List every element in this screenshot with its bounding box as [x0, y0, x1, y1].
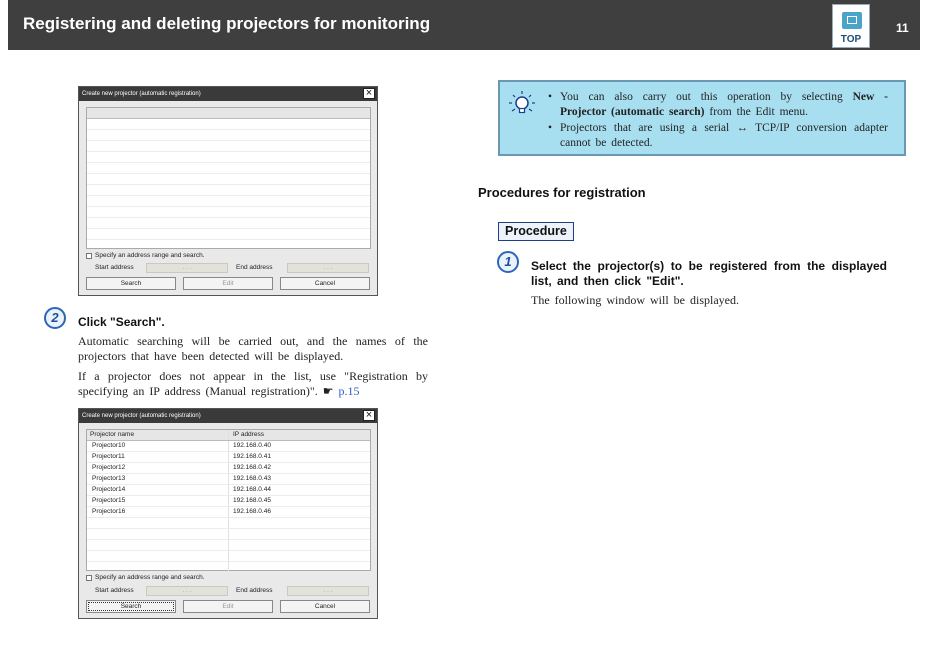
- dialog-title-bar: [79, 409, 377, 423]
- list-row: [87, 152, 370, 163]
- page-header: [8, 0, 920, 50]
- list-row: [87, 540, 370, 551]
- lightbulb-icon: [508, 90, 536, 118]
- list-row: [87, 185, 370, 196]
- checkbox-label: Specify an address range and search.: [95, 252, 205, 259]
- list-row: [87, 119, 370, 130]
- end-address-field[interactable]: . . .: [287, 263, 369, 273]
- projector-name: Projector10: [92, 442, 126, 449]
- column-divider: [228, 474, 229, 484]
- ip-address: 192.168.0.45: [233, 497, 271, 504]
- pointer-icon: ☛: [322, 384, 334, 398]
- address-range-checkbox[interactable]: [86, 575, 92, 581]
- ip-address: 192.168.0.46: [233, 508, 271, 515]
- column-divider: [228, 551, 229, 561]
- edit-button[interactable]: Edit: [183, 277, 273, 290]
- column-header-name[interactable]: Projector name: [90, 431, 135, 438]
- start-address-label: Start address: [95, 587, 134, 594]
- dialog-title: Create new projector (automatic registration): [82, 91, 201, 97]
- address-range-checkbox[interactable]: [86, 253, 92, 259]
- column-divider: [228, 562, 229, 572]
- ip-address: 192.168.0.42: [233, 464, 271, 471]
- projector-list[interactable]: [86, 107, 371, 249]
- table-row[interactable]: [87, 474, 370, 485]
- page-title: Registering and deleting projectors for monitoring: [23, 14, 431, 33]
- top-button[interactable]: [832, 4, 870, 48]
- cancel-button[interactable]: Cancel: [280, 600, 370, 613]
- list-row: [87, 218, 370, 229]
- projector-name: Projector13: [92, 475, 126, 482]
- projector-name: Projector14: [92, 486, 126, 493]
- list-row: [87, 529, 370, 540]
- column-header-ip[interactable]: IP address: [233, 431, 264, 438]
- dialog-title-bar: [79, 87, 377, 101]
- checkbox-label: Specify an address range and search.: [95, 574, 205, 581]
- step-1-paragraph: The following window will be displayed.: [531, 293, 739, 307]
- dialog-empty: [78, 86, 378, 296]
- list-row: [87, 196, 370, 207]
- page-number: 11: [896, 21, 909, 35]
- table-row[interactable]: [87, 496, 370, 507]
- column-divider: [228, 540, 229, 550]
- ip-address: 192.168.0.43: [233, 475, 271, 482]
- list-header: [87, 108, 370, 119]
- list-row: [87, 174, 370, 185]
- ip-address: 192.168.0.40: [233, 442, 271, 449]
- list-row: [87, 229, 370, 240]
- top-label: TOP: [840, 34, 862, 45]
- tip-item-1-bold: New - Projector (automatic search): [560, 91, 888, 118]
- ip-address: 192.168.0.44: [233, 486, 271, 493]
- end-address-label: End address: [236, 587, 273, 594]
- projector-list[interactable]: [86, 429, 371, 571]
- step-2-badge: 2: [44, 307, 66, 329]
- list-row: [87, 130, 370, 141]
- list-row: [87, 141, 370, 152]
- dialog-results: [78, 408, 378, 619]
- procedure-label: Procedure: [498, 222, 574, 241]
- column-divider: [228, 430, 229, 440]
- end-address-label: End address: [236, 264, 273, 271]
- start-address-field[interactable]: . . .: [146, 586, 228, 596]
- table-row[interactable]: [87, 441, 370, 452]
- tip-item-1-text-a: You can also carry out this operation by selecting: [560, 91, 853, 103]
- cancel-button[interactable]: Cancel: [280, 277, 370, 290]
- projector-name: Projector16: [92, 508, 126, 515]
- projector-icon: [842, 12, 862, 29]
- list-row: [87, 551, 370, 562]
- search-button[interactable]: Search: [86, 277, 176, 290]
- step-2-title: Click "Search".: [78, 315, 165, 329]
- list-row: [87, 207, 370, 218]
- close-icon[interactable]: ×: [363, 88, 375, 99]
- table-row[interactable]: [87, 463, 370, 474]
- list-row: [87, 562, 370, 573]
- end-address-field[interactable]: . . .: [287, 586, 369, 596]
- column-divider: [228, 507, 229, 517]
- tip-item-2: • Projectors that are using a serial ↔ TCP/IP conversion adapter cannot be detected.: [548, 121, 888, 151]
- page-link[interactable]: p.15: [338, 384, 360, 398]
- step-2-paragraph-2: [78, 369, 428, 399]
- dialog-title: Create new projector (automatic registration): [82, 413, 201, 419]
- column-divider: [228, 496, 229, 506]
- table-row[interactable]: [87, 485, 370, 496]
- column-divider: [228, 485, 229, 495]
- section-heading: Procedures for registration: [478, 185, 646, 200]
- start-address-label: Start address: [95, 264, 134, 271]
- tip-item-1-text-b: from the Edit menu.: [704, 106, 809, 118]
- search-button[interactable]: Search: [86, 600, 176, 613]
- table-row[interactable]: [87, 507, 370, 518]
- tip-item-1: [548, 90, 888, 120]
- list-header: [87, 430, 370, 441]
- column-divider: [228, 452, 229, 462]
- column-divider: [228, 529, 229, 539]
- list-row: [87, 518, 370, 529]
- column-divider: [228, 463, 229, 473]
- tip-list: [548, 90, 888, 152]
- start-address-field[interactable]: . . .: [146, 263, 228, 273]
- edit-button[interactable]: Edit: [183, 600, 273, 613]
- projector-name: Projector15: [92, 497, 126, 504]
- list-row: [87, 163, 370, 174]
- column-divider: [228, 441, 229, 451]
- close-icon[interactable]: ×: [363, 410, 375, 421]
- column-divider: [228, 518, 229, 528]
- step-2-paragraph-1: Automatic searching will be carried out, and the names of the projectors that have been detected will be displayed.: [78, 334, 428, 363]
- projector-name: Projector12: [92, 464, 126, 471]
- table-row[interactable]: [87, 452, 370, 463]
- ip-address: 192.168.0.41: [233, 453, 271, 460]
- projector-name: Projector11: [92, 453, 125, 460]
- step-1-title: Select the projector(s) to be registered from the displayed list, and then click "Edit".: [531, 259, 887, 288]
- tip-box: [498, 80, 906, 156]
- step-1-badge: 1: [497, 251, 519, 273]
- step-2-paragraph-2-text: If a projector does not appear in the list, use "Registration by specifying an IP address (Manual registration)".: [78, 369, 428, 398]
